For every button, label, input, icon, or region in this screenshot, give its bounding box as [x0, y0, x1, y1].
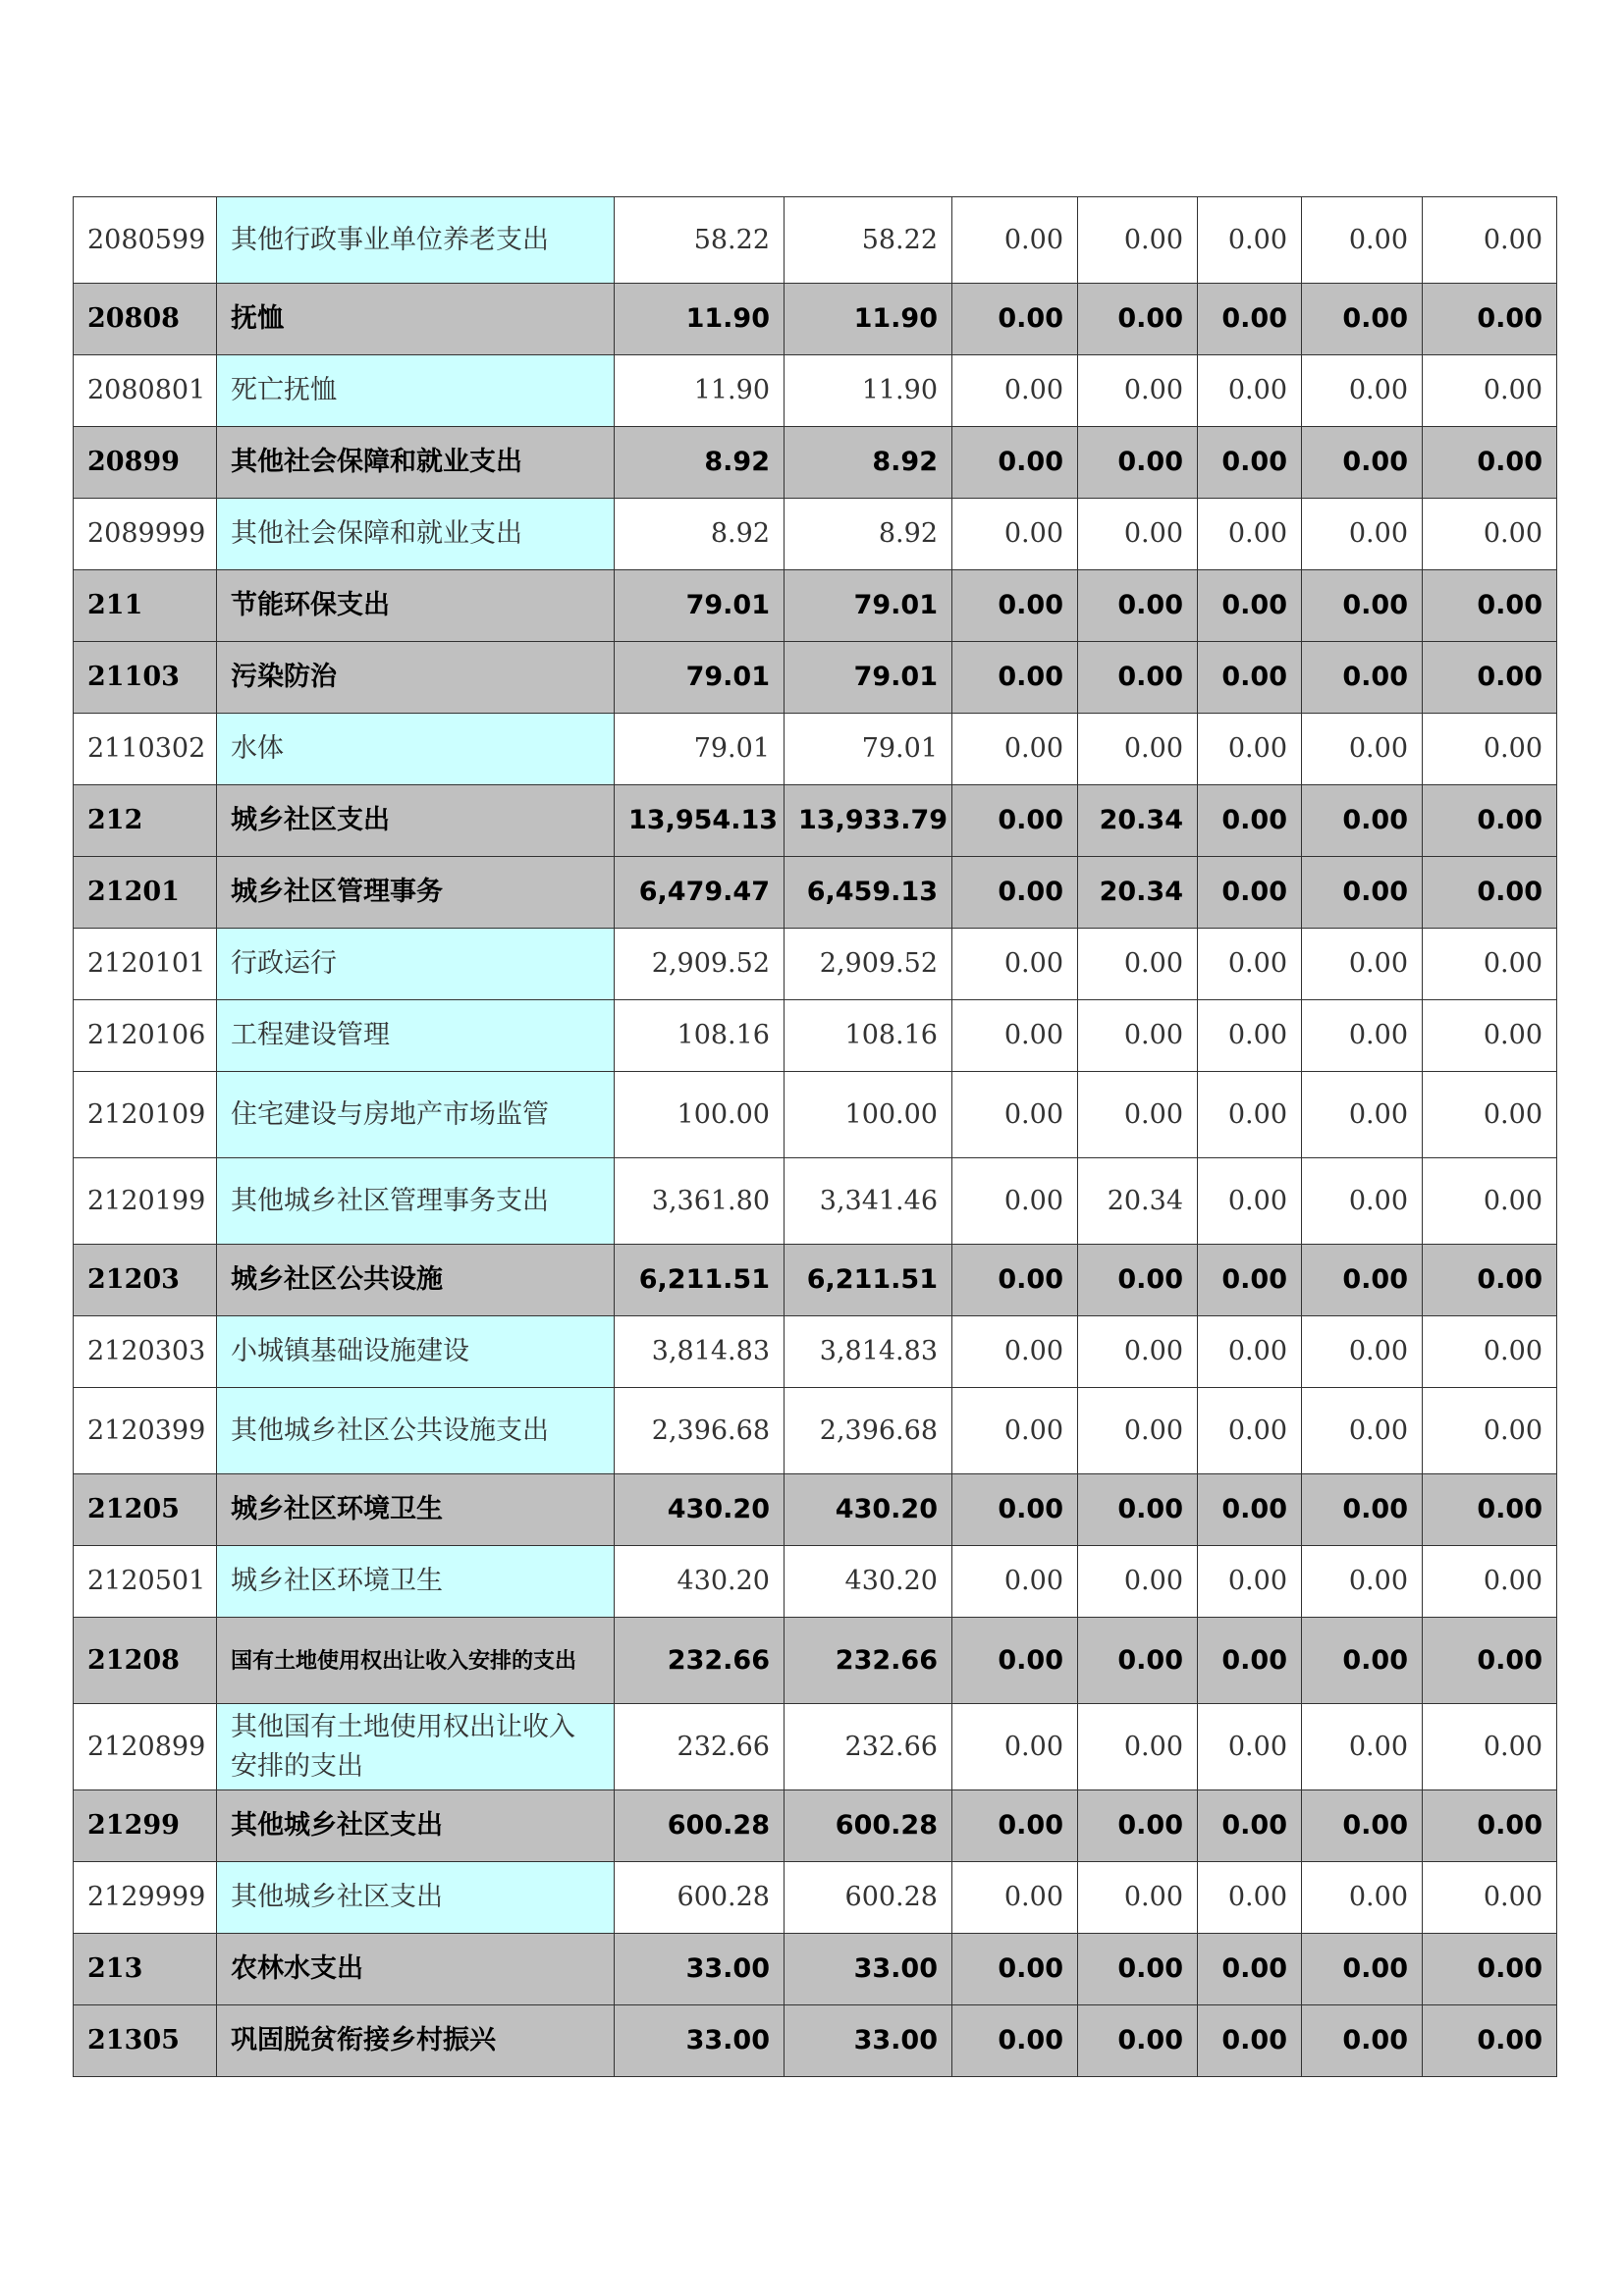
amount-cell: 8.92	[615, 499, 785, 570]
detail-row	[74, 1546, 1557, 1618]
subject-name-cell: 行政运行	[217, 929, 615, 1000]
subject-name-cell: 其他国有土地使用权出让收入安排的支出	[217, 1704, 615, 1790]
summary-row	[74, 1790, 1557, 1862]
subject-name-cell: 节能环保支出	[217, 570, 615, 642]
amount-cell: 79.01	[785, 714, 952, 785]
detail-row	[74, 1388, 1557, 1474]
amount-cell: 0.00	[1198, 2005, 1302, 2077]
summary-row	[74, 1474, 1557, 1546]
amount-cell: 0.00	[1078, 1316, 1198, 1388]
amount-cell: 0.00	[1078, 929, 1198, 1000]
summary-row	[74, 785, 1557, 857]
subject-name-cell: 其他城乡社区支出	[217, 1790, 615, 1862]
amount-cell: 0.00	[1078, 1618, 1198, 1704]
amount-cell: 2,396.68	[785, 1388, 952, 1474]
amount-cell: 0.00	[952, 857, 1078, 929]
amount-cell: 430.20	[785, 1546, 952, 1618]
amount-cell: 430.20	[785, 1474, 952, 1546]
subject-name-cell: 城乡社区管理事务	[217, 857, 615, 929]
amount-cell: 0.00	[1078, 570, 1198, 642]
amount-cell: 0.00	[1198, 1790, 1302, 1862]
amount-cell: 8.92	[785, 427, 952, 499]
amount-cell: 0.00	[1302, 570, 1423, 642]
amount-cell: 0.00	[1302, 1934, 1423, 2005]
subject-code-cell: 213	[74, 1934, 217, 2005]
amount-cell: 232.66	[785, 1618, 952, 1704]
amount-cell: 11.90	[615, 355, 785, 427]
amount-cell: 0.00	[1302, 1862, 1423, 1934]
amount-cell: 3,361.80	[615, 1158, 785, 1245]
amount-cell: 0.00	[1423, 1000, 1557, 1072]
subject-name-cell: 污染防治	[217, 642, 615, 714]
subject-code-cell: 21305	[74, 2005, 217, 2077]
amount-cell: 33.00	[615, 1934, 785, 2005]
amount-cell: 0.00	[1302, 2005, 1423, 2077]
amount-cell: 0.00	[1302, 1245, 1423, 1316]
amount-cell: 0.00	[1302, 427, 1423, 499]
summary-row	[74, 857, 1557, 929]
amount-cell: 0.00	[952, 1245, 1078, 1316]
subject-code-cell: 2089999	[74, 499, 217, 570]
amount-cell: 79.01	[785, 570, 952, 642]
subject-name-cell: 小城镇基础设施建设	[217, 1316, 615, 1388]
amount-cell: 232.66	[615, 1618, 785, 1704]
amount-cell: 79.01	[615, 570, 785, 642]
amount-cell: 0.00	[1423, 1862, 1557, 1934]
subject-name-cell: 其他社会保障和就业支出	[217, 427, 615, 499]
amount-cell: 0.00	[952, 1618, 1078, 1704]
amount-cell: 20.34	[1078, 1158, 1198, 1245]
amount-cell: 0.00	[1423, 1474, 1557, 1546]
amount-cell: 0.00	[1198, 929, 1302, 1000]
amount-cell: 33.00	[785, 1934, 952, 2005]
amount-cell: 0.00	[1198, 427, 1302, 499]
amount-cell: 0.00	[1302, 1388, 1423, 1474]
amount-cell: 108.16	[785, 1000, 952, 1072]
amount-cell: 0.00	[1302, 197, 1423, 284]
amount-cell: 0.00	[952, 1934, 1078, 2005]
amount-cell: 0.00	[1198, 570, 1302, 642]
amount-cell: 79.01	[785, 642, 952, 714]
amount-cell: 0.00	[952, 2005, 1078, 2077]
amount-cell: 0.00	[1198, 1245, 1302, 1316]
subject-code-cell: 2110302	[74, 714, 217, 785]
amount-cell: 58.22	[785, 197, 952, 284]
amount-cell: 0.00	[1078, 2005, 1198, 2077]
amount-cell: 0.00	[952, 570, 1078, 642]
subject-name-cell: 抚恤	[217, 284, 615, 355]
amount-cell: 0.00	[1302, 1316, 1423, 1388]
subject-code-cell: 21203	[74, 1245, 217, 1316]
amount-cell: 0.00	[952, 197, 1078, 284]
amount-cell: 20.34	[1078, 785, 1198, 857]
amount-cell: 0.00	[1423, 929, 1557, 1000]
amount-cell: 2,909.52	[615, 929, 785, 1000]
subject-code-cell: 211	[74, 570, 217, 642]
amount-cell: 6,211.51	[785, 1245, 952, 1316]
amount-cell: 0.00	[1302, 1158, 1423, 1245]
amount-cell: 0.00	[1423, 1618, 1557, 1704]
amount-cell: 0.00	[1198, 642, 1302, 714]
subject-name-cell: 城乡社区支出	[217, 785, 615, 857]
summary-row	[74, 427, 1557, 499]
amount-cell: 600.28	[785, 1862, 952, 1934]
subject-name-cell: 其他行政事业单位养老支出	[217, 197, 615, 284]
summary-row	[74, 1618, 1557, 1704]
amount-cell: 0.00	[1302, 1704, 1423, 1790]
amount-cell: 0.00	[1198, 1388, 1302, 1474]
amount-cell: 0.00	[1198, 197, 1302, 284]
amount-cell: 0.00	[1198, 499, 1302, 570]
amount-cell: 0.00	[1078, 714, 1198, 785]
subject-name-cell: 工程建设管理	[217, 1000, 615, 1072]
amount-cell: 33.00	[785, 2005, 952, 2077]
amount-cell: 3,341.46	[785, 1158, 952, 1245]
amount-cell: 8.92	[615, 427, 785, 499]
amount-cell: 600.28	[615, 1862, 785, 1934]
amount-cell: 0.00	[1302, 714, 1423, 785]
amount-cell: 0.00	[1302, 499, 1423, 570]
amount-cell: 0.00	[952, 642, 1078, 714]
amount-cell: 0.00	[1423, 1934, 1557, 2005]
amount-cell: 0.00	[1198, 1546, 1302, 1618]
amount-cell: 8.92	[785, 499, 952, 570]
amount-cell: 0.00	[952, 1862, 1078, 1934]
subject-code-cell: 21201	[74, 857, 217, 929]
amount-cell: 11.90	[785, 284, 952, 355]
amount-cell: 0.00	[1302, 1546, 1423, 1618]
subject-code-cell: 21208	[74, 1618, 217, 1704]
amount-cell: 0.00	[1302, 1474, 1423, 1546]
amount-cell: 0.00	[1078, 284, 1198, 355]
amount-cell: 0.00	[1423, 1704, 1557, 1790]
detail-row	[74, 499, 1557, 570]
amount-cell: 0.00	[1423, 2005, 1557, 2077]
amount-cell: 0.00	[1198, 1316, 1302, 1388]
table-body	[74, 197, 1557, 2077]
amount-cell: 430.20	[615, 1474, 785, 1546]
subject-code-cell: 21299	[74, 1790, 217, 1862]
amount-cell: 0.00	[1198, 284, 1302, 355]
subject-name-cell: 水体	[217, 714, 615, 785]
amount-cell: 0.00	[1198, 1704, 1302, 1790]
summary-row	[74, 1245, 1557, 1316]
amount-cell: 0.00	[1198, 1000, 1302, 1072]
amount-cell: 0.00	[952, 427, 1078, 499]
amount-cell: 0.00	[952, 355, 1078, 427]
amount-cell: 0.00	[1302, 1618, 1423, 1704]
amount-cell: 0.00	[1423, 499, 1557, 570]
amount-cell: 0.00	[1078, 1245, 1198, 1316]
amount-cell: 0.00	[1423, 1546, 1557, 1618]
amount-cell: 0.00	[952, 714, 1078, 785]
amount-cell: 0.00	[1423, 570, 1557, 642]
subject-name-cell: 农林水支出	[217, 1934, 615, 2005]
amount-cell: 0.00	[1078, 1388, 1198, 1474]
amount-cell: 13,954.13	[615, 785, 785, 857]
detail-row	[74, 355, 1557, 427]
amount-cell: 0.00	[952, 499, 1078, 570]
budget-expenditure-table	[73, 196, 1557, 2077]
amount-cell: 0.00	[1302, 785, 1423, 857]
amount-cell: 0.00	[952, 1546, 1078, 1618]
amount-cell: 0.00	[1198, 1618, 1302, 1704]
detail-row	[74, 1072, 1557, 1158]
amount-cell: 0.00	[1423, 785, 1557, 857]
amount-cell: 600.28	[615, 1790, 785, 1862]
subject-name-cell: 巩固脱贫衔接乡村振兴	[217, 2005, 615, 2077]
amount-cell: 232.66	[785, 1704, 952, 1790]
amount-cell: 0.00	[1302, 857, 1423, 929]
amount-cell: 33.00	[615, 2005, 785, 2077]
subject-code-cell: 2129999	[74, 1862, 217, 1934]
summary-row	[74, 570, 1557, 642]
detail-row	[74, 197, 1557, 284]
amount-cell: 0.00	[952, 1000, 1078, 1072]
amount-cell: 0.00	[1078, 1072, 1198, 1158]
amount-cell: 0.00	[1078, 1934, 1198, 2005]
subject-name-cell: 城乡社区环境卫生	[217, 1474, 615, 1546]
subject-name-cell: 其他城乡社区支出	[217, 1862, 615, 1934]
amount-cell: 0.00	[1078, 499, 1198, 570]
amount-cell: 232.66	[615, 1704, 785, 1790]
amount-cell: 600.28	[785, 1790, 952, 1862]
summary-row	[74, 1934, 1557, 2005]
amount-cell: 0.00	[1302, 355, 1423, 427]
amount-cell: 0.00	[1302, 1000, 1423, 1072]
amount-cell: 58.22	[615, 197, 785, 284]
subject-code-cell: 20808	[74, 284, 217, 355]
amount-cell: 0.00	[952, 1316, 1078, 1388]
amount-cell: 0.00	[1423, 714, 1557, 785]
detail-row	[74, 1158, 1557, 1245]
subject-code-cell: 2080801	[74, 355, 217, 427]
amount-cell: 0.00	[1198, 1474, 1302, 1546]
subject-code-cell: 2080599	[74, 197, 217, 284]
amount-cell: 100.00	[785, 1072, 952, 1158]
amount-cell: 0.00	[952, 1388, 1078, 1474]
amount-cell: 0.00	[1198, 1158, 1302, 1245]
amount-cell: 430.20	[615, 1546, 785, 1618]
subject-name-cell: 死亡抚恤	[217, 355, 615, 427]
amount-cell: 0.00	[1302, 1790, 1423, 1862]
subject-name-cell: 住宅建设与房地产市场监管	[217, 1072, 615, 1158]
amount-cell: 0.00	[1423, 1158, 1557, 1245]
amount-cell: 0.00	[1198, 1862, 1302, 1934]
amount-cell: 0.00	[952, 1158, 1078, 1245]
amount-cell: 0.00	[1198, 355, 1302, 427]
subject-code-cell: 2120399	[74, 1388, 217, 1474]
amount-cell: 0.00	[1423, 642, 1557, 714]
summary-row	[74, 642, 1557, 714]
subject-code-cell: 212	[74, 785, 217, 857]
amount-cell: 0.00	[1423, 1790, 1557, 1862]
amount-cell: 0.00	[1198, 1072, 1302, 1158]
amount-cell: 0.00	[1302, 1072, 1423, 1158]
subject-name-cell: 其他社会保障和就业支出	[217, 499, 615, 570]
amount-cell: 0.00	[1423, 197, 1557, 284]
amount-cell: 0.00	[1078, 427, 1198, 499]
subject-code-cell: 21205	[74, 1474, 217, 1546]
amount-cell: 3,814.83	[615, 1316, 785, 1388]
amount-cell: 0.00	[952, 1474, 1078, 1546]
amount-cell: 0.00	[1078, 1790, 1198, 1862]
detail-row	[74, 1000, 1557, 1072]
amount-cell: 0.00	[1302, 284, 1423, 355]
amount-cell: 11.90	[615, 284, 785, 355]
subject-name-cell: 其他城乡社区管理事务支出	[217, 1158, 615, 1245]
amount-cell: 3,814.83	[785, 1316, 952, 1388]
amount-cell: 0.00	[1302, 642, 1423, 714]
amount-cell: 0.00	[1078, 1474, 1198, 1546]
detail-row	[74, 1862, 1557, 1934]
amount-cell: 0.00	[1423, 1072, 1557, 1158]
amount-cell: 100.00	[615, 1072, 785, 1158]
amount-cell: 0.00	[1078, 1546, 1198, 1618]
summary-row	[74, 2005, 1557, 2077]
amount-cell: 0.00	[1423, 1245, 1557, 1316]
detail-row	[74, 1704, 1557, 1790]
subject-name-cell: 其他城乡社区公共设施支出	[217, 1388, 615, 1474]
amount-cell: 0.00	[1078, 197, 1198, 284]
amount-cell: 0.00	[1198, 785, 1302, 857]
amount-cell: 0.00	[952, 1704, 1078, 1790]
amount-cell: 0.00	[952, 1790, 1078, 1862]
amount-cell: 0.00	[1198, 1934, 1302, 2005]
subject-code-cell: 2120109	[74, 1072, 217, 1158]
subject-code-cell: 2120199	[74, 1158, 217, 1245]
subject-code-cell: 2120303	[74, 1316, 217, 1388]
amount-cell: 0.00	[1423, 427, 1557, 499]
amount-cell: 0.00	[1423, 1388, 1557, 1474]
amount-cell: 20.34	[1078, 857, 1198, 929]
amount-cell: 0.00	[1198, 857, 1302, 929]
amount-cell: 0.00	[1423, 857, 1557, 929]
amount-cell: 108.16	[615, 1000, 785, 1072]
amount-cell: 6,211.51	[615, 1245, 785, 1316]
detail-row	[74, 929, 1557, 1000]
subject-code-cell: 21103	[74, 642, 217, 714]
subject-name-cell: 城乡社区公共设施	[217, 1245, 615, 1316]
summary-row	[74, 284, 1557, 355]
amount-cell: 79.01	[615, 714, 785, 785]
amount-cell: 13,933.79	[785, 785, 952, 857]
subject-name-cell: 国有土地使用权出让收入安排的支出	[217, 1618, 615, 1704]
amount-cell: 0.00	[952, 785, 1078, 857]
subject-code-cell: 20899	[74, 427, 217, 499]
subject-code-cell: 2120899	[74, 1704, 217, 1790]
amount-cell: 0.00	[1078, 1000, 1198, 1072]
amount-cell: 0.00	[1423, 1316, 1557, 1388]
amount-cell: 0.00	[1423, 284, 1557, 355]
subject-name-cell: 城乡社区环境卫生	[217, 1546, 615, 1618]
amount-cell: 0.00	[952, 1072, 1078, 1158]
amount-cell: 0.00	[1302, 929, 1423, 1000]
amount-cell: 0.00	[1078, 355, 1198, 427]
amount-cell: 79.01	[615, 642, 785, 714]
subject-code-cell: 2120106	[74, 1000, 217, 1072]
amount-cell: 0.00	[1078, 1862, 1198, 1934]
amount-cell: 6,459.13	[785, 857, 952, 929]
amount-cell: 0.00	[1198, 714, 1302, 785]
amount-cell: 0.00	[1078, 642, 1198, 714]
amount-cell: 0.00	[1423, 355, 1557, 427]
detail-row	[74, 714, 1557, 785]
detail-row	[74, 1316, 1557, 1388]
amount-cell: 0.00	[1078, 1704, 1198, 1790]
amount-cell: 11.90	[785, 355, 952, 427]
amount-cell: 2,396.68	[615, 1388, 785, 1474]
subject-code-cell: 2120101	[74, 929, 217, 1000]
amount-cell: 0.00	[952, 929, 1078, 1000]
amount-cell: 2,909.52	[785, 929, 952, 1000]
subject-code-cell: 2120501	[74, 1546, 217, 1618]
amount-cell: 6,479.47	[615, 857, 785, 929]
amount-cell: 0.00	[952, 284, 1078, 355]
